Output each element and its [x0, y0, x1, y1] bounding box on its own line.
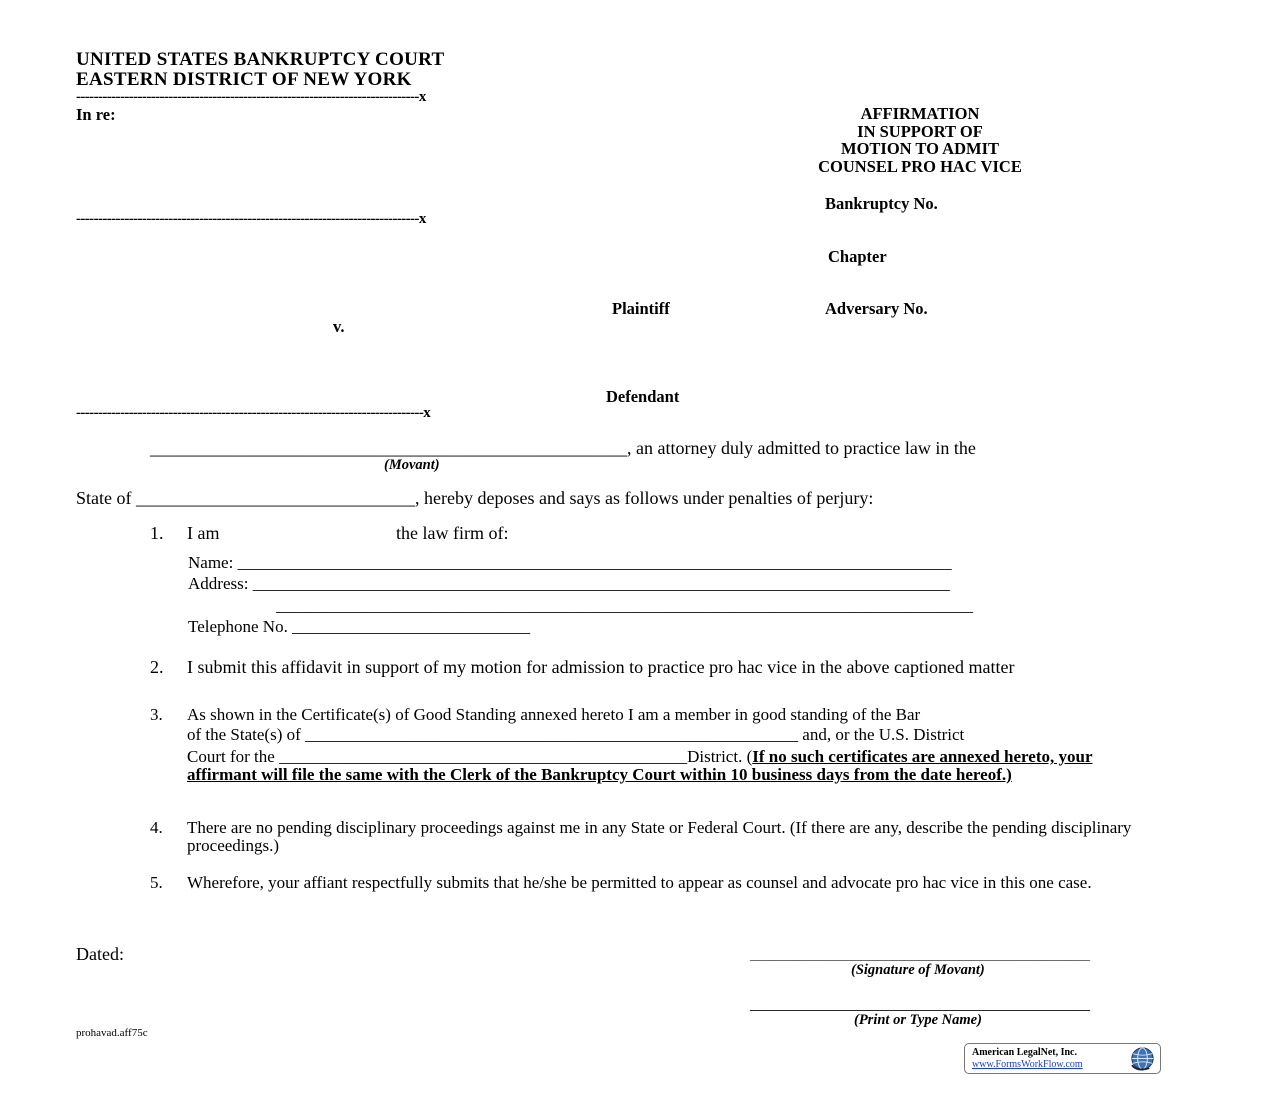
item-3-number: 3.: [150, 705, 163, 724]
adversary-no-label: Adversary No.: [825, 299, 928, 318]
firm-telephone-row: [188, 617, 530, 637]
item-3-line-1: As shown in the Certificate(s) of Good Standing annexed hereto I am a member in good standing of the Bar: [187, 705, 921, 724]
bar-state-field[interactable]: __________________________________________________________: [305, 725, 799, 744]
item-2-number: 2.: [150, 657, 164, 677]
movant-blank[interactable]: _____________________________________________________: [150, 438, 627, 458]
court-district: EASTERN DISTRICT OF NEW YORK: [76, 69, 412, 90]
item-1-number: 1.: [150, 523, 164, 543]
title-line: IN SUPPORT OF: [857, 121, 983, 141]
item-4-text: There are no pending disciplinary proceedings against me in any State or Federal Court. (If there are any, describe the pending disciplinary proceedings.): [187, 818, 1132, 855]
document-title: [760, 105, 1080, 175]
court-name: UNITED STATES BANKRUPTCY COURT: [76, 49, 445, 70]
logo-url-link[interactable]: www.FormsWorkFlow.com: [972, 1059, 1083, 1070]
item-1-i-am: I am: [187, 523, 220, 543]
firm-name-label: Name:: [188, 553, 234, 572]
bar-state-suffix: and, or the U.S. District: [802, 725, 965, 744]
state-suffix: , hereby deposes and says as follows under penalties of perjury:: [415, 488, 874, 508]
defendant-label: Defendant: [606, 387, 680, 406]
form-code: prohavad.aff75c: [76, 1027, 148, 1039]
globe-icon: [1130, 1046, 1155, 1071]
district-field[interactable]: ________________________________________________: [279, 747, 688, 766]
item-1-firm-label: the law firm of:: [396, 523, 509, 543]
bar-state-prefix: of the State(s) of: [187, 725, 301, 744]
movant-suffix: , an attorney duly admitted to practice law in the: [627, 438, 976, 458]
versus-label: v.: [333, 317, 345, 336]
firm-telephone-label: Telephone No.: [188, 617, 288, 636]
firm-address-field-2[interactable]: __________________________________________________________________________________: [276, 596, 973, 615]
item-3-line-2: [187, 725, 964, 745]
caption-separator-top: ------------------------------------------------------------------------------x: [76, 89, 426, 105]
caption-separator-bottom: -------------------------------------------------------------------------------x: [76, 405, 431, 421]
movant-line: [150, 438, 976, 459]
signature-caption: (Signature of Movant): [851, 962, 985, 978]
in-re-label: In re:: [76, 105, 116, 124]
title-line: COUNSEL PRO HAC VICE: [818, 156, 1022, 176]
item-3-line-3: [187, 748, 1162, 784]
plaintiff-label: Plaintiff: [612, 299, 670, 318]
state-line: [76, 488, 873, 509]
firm-address-field[interactable]: __________________________________________________________________________________: [252, 574, 950, 593]
state-prefix: State of: [76, 488, 132, 508]
firm-address-label: Address:: [188, 574, 249, 593]
chapter-label: Chapter: [828, 247, 887, 266]
movant-caption: (Movant): [384, 457, 440, 473]
firm-name-field[interactable]: ____________________________________________________________________________________: [237, 553, 952, 572]
caption-separator-middle: ------------------------------------------------------------------------------x: [76, 211, 426, 227]
firm-name-row: [188, 553, 952, 573]
title-line: MOTION TO ADMIT: [841, 139, 999, 158]
dated-label: Dated:: [76, 944, 124, 964]
district-suffix: District. (: [687, 747, 753, 766]
american-legalnet-logo[interactable]: [964, 1043, 1161, 1074]
firm-telephone-field[interactable]: ____________________________: [292, 617, 531, 636]
print-name-caption: (Print or Type Name): [854, 1012, 982, 1028]
bankruptcy-no-label: Bankruptcy No.: [825, 194, 938, 213]
state-blank[interactable]: _______________________________: [136, 488, 415, 508]
item-4-number: 4.: [150, 818, 163, 837]
firm-address-row: [188, 574, 950, 594]
title-line: AFFIRMATION: [860, 104, 980, 123]
certificate-notice: If no such certificates are annexed hereto, your affirmant will file the same with the Clerk of the Bankruptcy Court within 10 business days from the date hereof.): [187, 747, 1093, 784]
item-5-number: 5.: [150, 873, 163, 892]
print-name-line[interactable]: ________________________________________: [750, 994, 1090, 1013]
item-5-text: Wherefore, your affiant respectfully submits that he/she be permitted to appear as counsel and advocate pro hac vice in this one case.: [187, 873, 1092, 892]
district-prefix: Court for the: [187, 747, 275, 766]
signature-line[interactable]: ________________________________________: [750, 944, 1090, 963]
logo-company-name: American LegalNet, Inc.: [972, 1047, 1077, 1058]
item-2-text: I submit this affidavit in support of my motion for admission to practice pro hac vice in the above captioned matter: [187, 657, 1015, 677]
